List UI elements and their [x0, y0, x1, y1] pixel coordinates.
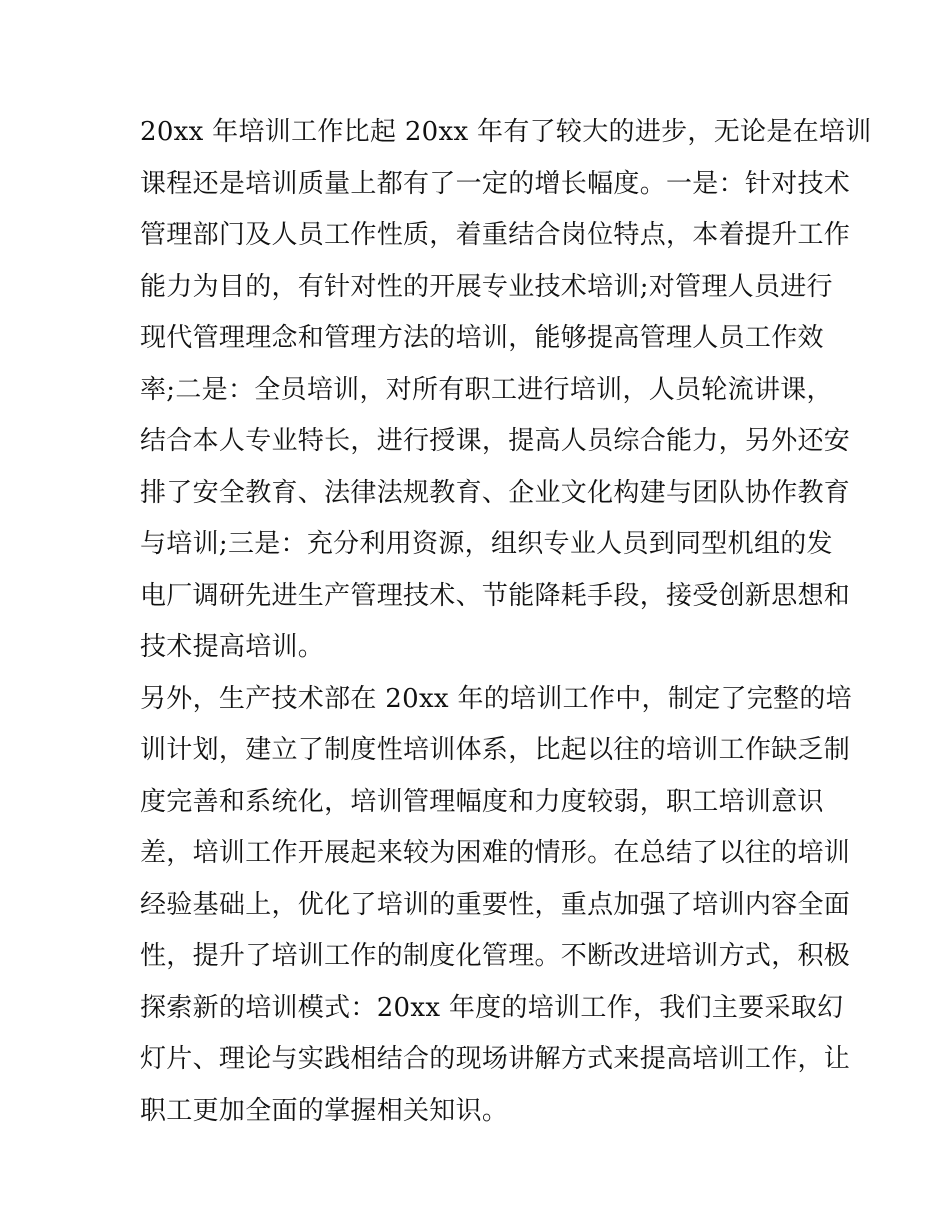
text-line: 率;二是：全员培训，对所有职工进行培训，人员轮流讲课， — [140, 374, 833, 405]
text-line: 电厂调研先进生产管理技术、节能降耗手段，接受创新思想和 — [140, 580, 851, 611]
text-line: 差，培训工作开展起来较为困难的情形。在总结了以往的培训 — [140, 838, 851, 868]
paragraph-training-progress — [140, 107, 872, 674]
text-line: 管理部门及人员工作性质，着重结合岗位特点，本着提升工作 — [140, 220, 851, 250]
text-line: 性，提升了培训工作的制度化管理。不断改进培训方式，积极 — [140, 941, 851, 971]
text-line: 探索新的培训模式：20xx 年度的培训工作，我们主要采取幻 — [140, 992, 844, 1023]
text-line: 职工更加全面的掌握相关知识。 — [140, 1095, 509, 1126]
text-line: 结合本人专业特长，进行授课，提高人员综合能力，另外还安 — [140, 426, 851, 456]
text-line: 现代管理理念和管理方法的培训，能够提高管理人员工作效 — [140, 323, 824, 353]
text-line: 技术提高培训。 — [140, 632, 325, 662]
text-line: 排了安全教育、法律法规教育、企业文化构建与团队协作教育 — [140, 477, 851, 508]
paragraph-training-system — [140, 674, 852, 1138]
text-line: 课程还是培训质量上都有了一定的增长幅度。一是：针对技术 — [140, 168, 851, 199]
text-line: 度完善和系统化，培训管理幅度和力度较弱，职工培训意识 — [140, 786, 824, 817]
text-line: 训计划，建立了制度性培训体系，比起以往的培训工作缺乏制 — [140, 735, 851, 765]
text-line: 20xx 年培训工作比起 20xx 年有了较大的进步，无论是在培训 — [140, 117, 872, 147]
text-line: 与培训;三是：充分利用资源，组织专业人员到同型机组的发 — [140, 529, 833, 559]
text-line: 另外，生产技术部在 20xx 年的培训工作中，制定了完整的培 — [140, 683, 852, 714]
text-line: 能力为目的，有针对性的开展专业技术培训;对管理人员进行 — [140, 271, 833, 302]
text-line: 灯片、理论与实践相结合的现场讲解方式来提高培训工作，让 — [140, 1044, 851, 1074]
text-line: 经验基础上，优化了培训的重要性，重点加强了培训内容全面 — [140, 889, 851, 920]
body-text — [140, 107, 872, 1137]
